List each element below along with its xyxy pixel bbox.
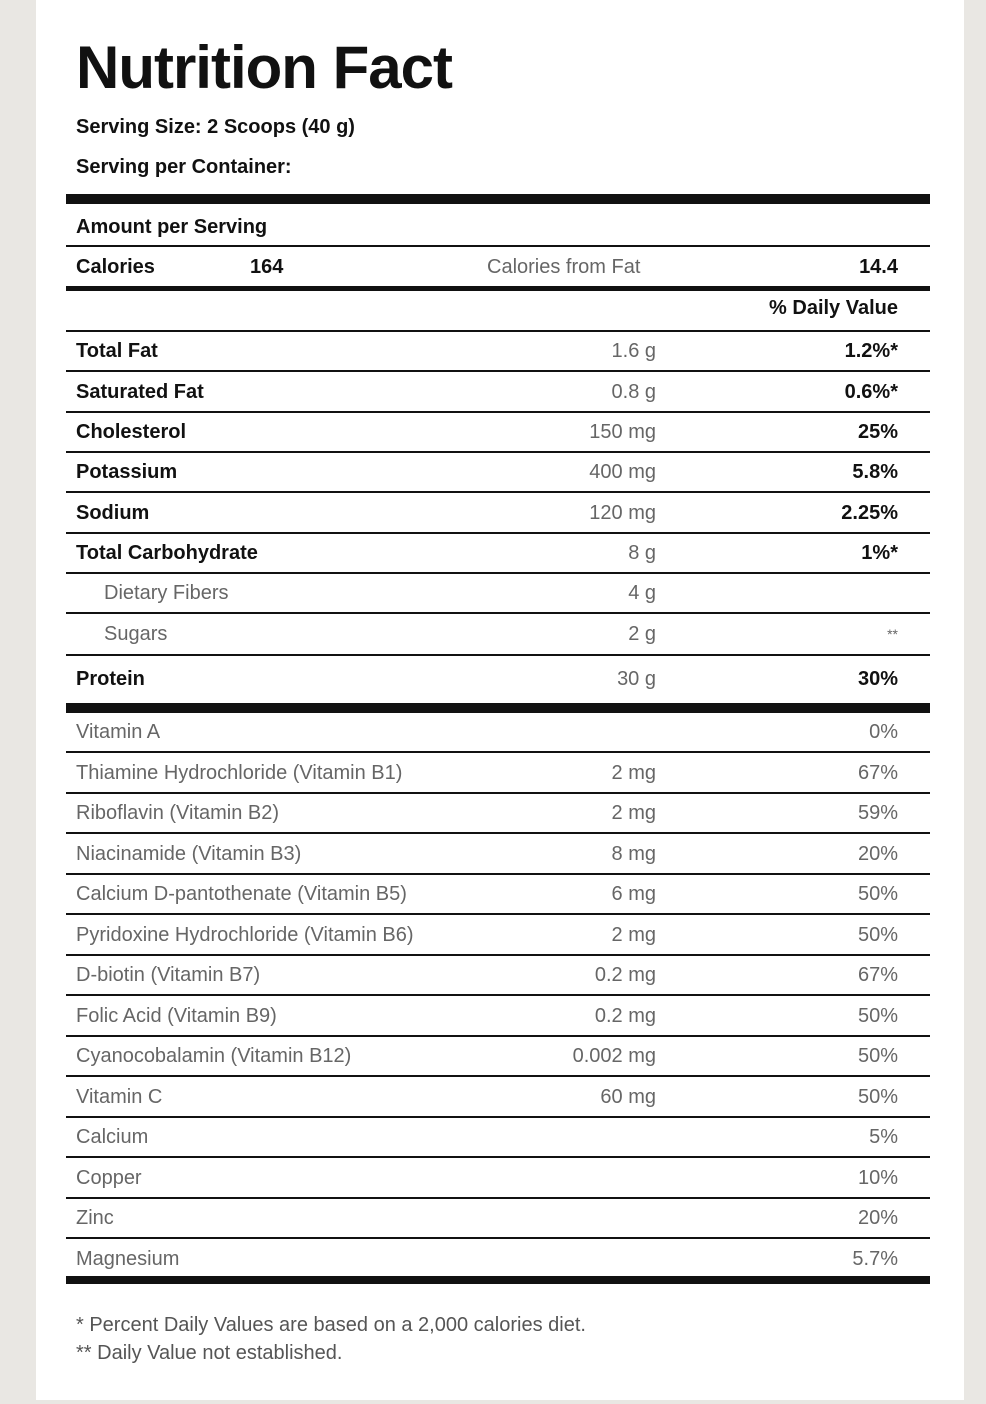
nutrient-amount: 2 g <box>628 623 656 645</box>
micronutrient-name: Calcium D-pantothenate (Vitamin B5) <box>76 883 407 905</box>
page-title: Nutrition Fact <box>76 34 452 101</box>
nutrient-daily-value: 25% <box>857 421 898 443</box>
nutrient-name: Sodium <box>76 501 150 524</box>
micronutrient-daily-value: 10% <box>857 1166 898 1189</box>
nutrient-row <box>66 656 930 701</box>
micronutrient-row <box>66 1078 930 1116</box>
nutrient-row <box>66 453 930 491</box>
micronutrient-name: Magnesium <box>76 1247 180 1270</box>
micronutrient-amount: 6 mg <box>611 883 656 905</box>
amount-per-serving-row <box>66 207 930 247</box>
micronutrient-row <box>66 875 930 913</box>
micronutrient-daily-value: 50% <box>857 923 898 946</box>
micronutrient-name: Pyridoxine Hydrochloride (Vitamin B6) <box>76 923 414 946</box>
nutrient-amount: 150 mg <box>589 421 656 443</box>
nutrient-name: Total Carbohydrate <box>76 542 258 564</box>
micronutrient-name: Vitamin C <box>76 1085 163 1108</box>
calories-from-fat-label: Calories from Fat <box>487 256 641 278</box>
micronutrient-row <box>66 754 930 792</box>
micronutrient-daily-value: 50% <box>857 1085 898 1108</box>
micronutrient-row <box>66 713 930 751</box>
footnote-not-established: ** Daily Value not established. <box>76 1342 343 1364</box>
micronutrient-amount: 2 mg <box>611 923 656 946</box>
nutrient-name: Total Fat <box>76 340 158 362</box>
micronutrient-row <box>66 916 930 954</box>
micronutrient-name: Riboflavin (Vitamin B2) <box>76 802 280 824</box>
nutrient-name: Dietary Fibers <box>104 582 229 604</box>
micronutrient-row <box>66 956 930 994</box>
micronutrient-amount: 0.2 mg <box>594 1004 656 1027</box>
micronutrient-row <box>66 1118 930 1156</box>
nutrient-name: Cholesterol <box>76 421 187 443</box>
nutrient-daily-value: 0.6%* <box>844 380 898 403</box>
nutrient-daily-value: 1.2%* <box>844 340 898 362</box>
footnote-daily-values: * Percent Daily Values are based on a 2,000 calories diet. <box>76 1314 586 1336</box>
micronutrient-row <box>66 1037 930 1075</box>
thick-divider <box>66 194 930 204</box>
nutrient-row <box>66 574 930 612</box>
servings-per-container: Serving per Container: <box>76 156 292 178</box>
nutrient-daily-value: 5.8% <box>852 461 898 483</box>
micronutrient-daily-value: 5% <box>869 1126 898 1148</box>
nutrient-name: Sugars <box>104 623 168 645</box>
micronutrient-name: Folic Acid (Vitamin B9) <box>76 1004 277 1027</box>
micronutrient-daily-value: 50% <box>857 1045 898 1067</box>
nutrient-amount: 120 mg <box>589 501 656 524</box>
nutrient-daily-value: 1%* <box>861 542 898 564</box>
micronutrient-amount: 2 mg <box>611 761 656 784</box>
micronutrient-row <box>66 1159 930 1197</box>
nutrient-row <box>66 493 930 532</box>
micronutrient-daily-value: 67% <box>857 964 898 986</box>
thick-divider <box>66 703 930 713</box>
micronutrient-daily-value: 50% <box>857 1004 898 1027</box>
micronutrient-name: Calcium <box>76 1126 149 1148</box>
nutrition-label <box>36 0 964 1400</box>
nutrient-daily-value: 2.25% <box>841 501 898 524</box>
calories-label: Calories <box>76 256 155 278</box>
nutrient-amount: 1.6 g <box>611 340 656 362</box>
nutrient-daily-value: 30% <box>857 667 898 690</box>
serving-size: Serving Size: 2 Scoops (40 g) <box>76 116 355 138</box>
micronutrient-row <box>66 1240 930 1278</box>
nutrient-amount: 8 g <box>628 542 656 564</box>
micronutrient-row <box>66 1199 930 1237</box>
nutrient-amount: 4 g <box>628 582 656 604</box>
micronutrient-daily-value: 20% <box>857 1207 898 1229</box>
daily-value-header: % Daily Value <box>769 297 898 319</box>
micronutrient-name: Cyanocobalamin (Vitamin B12) <box>76 1045 352 1067</box>
micronutrient-amount: 0.002 mg <box>572 1045 656 1067</box>
nutrient-row <box>66 372 930 411</box>
micronutrient-amount: 2 mg <box>611 802 656 824</box>
micronutrient-name: Thiamine Hydrochloride (Vitamin B1) <box>76 761 403 784</box>
micronutrient-amount: 60 mg <box>600 1085 656 1108</box>
micronutrient-row <box>66 835 930 873</box>
amount-per-serving-label: Amount per Serving <box>76 216 268 238</box>
daily-value-header-row <box>66 288 930 328</box>
nutrient-row <box>66 332 930 370</box>
micronutrient-name: D-biotin (Vitamin B7) <box>76 964 261 986</box>
thick-divider <box>66 1276 930 1284</box>
micronutrient-amount: 0.2 mg <box>594 964 656 986</box>
micronutrient-daily-value: 0% <box>869 721 898 743</box>
micronutrient-daily-value: 67% <box>857 761 898 784</box>
nutrient-amount: 30 g <box>617 667 656 690</box>
micronutrient-daily-value: 20% <box>857 842 898 865</box>
calories-from-fat-value: 14.4 <box>859 256 898 278</box>
micronutrient-amount: 8 mg <box>611 842 656 865</box>
nutrient-amount: 400 mg <box>589 461 656 483</box>
nutrient-name: Potassium <box>76 461 178 483</box>
nutrient-name: Saturated Fat <box>76 380 204 403</box>
micronutrient-daily-value: 50% <box>857 883 898 905</box>
micronutrient-row <box>66 997 930 1035</box>
micronutrient-row <box>66 794 930 832</box>
micronutrient-name: Niacinamide (Vitamin B3) <box>76 842 302 865</box>
micronutrient-daily-value: 59% <box>857 802 898 824</box>
nutrient-row <box>66 413 930 451</box>
micronutrient-name: Copper <box>76 1166 142 1189</box>
nutrient-daily-value: ** <box>887 626 898 642</box>
micronutrient-name: Vitamin A <box>76 721 161 743</box>
calories-value: 164 <box>250 256 284 278</box>
nutrient-row <box>66 614 930 654</box>
calories-row <box>66 247 930 287</box>
nutrient-row <box>66 534 930 572</box>
micronutrient-name: Zinc <box>76 1207 114 1229</box>
micronutrient-daily-value: 5.7% <box>852 1247 898 1270</box>
nutrient-amount: 0.8 g <box>611 380 656 403</box>
nutrient-name: Protein <box>76 667 145 690</box>
